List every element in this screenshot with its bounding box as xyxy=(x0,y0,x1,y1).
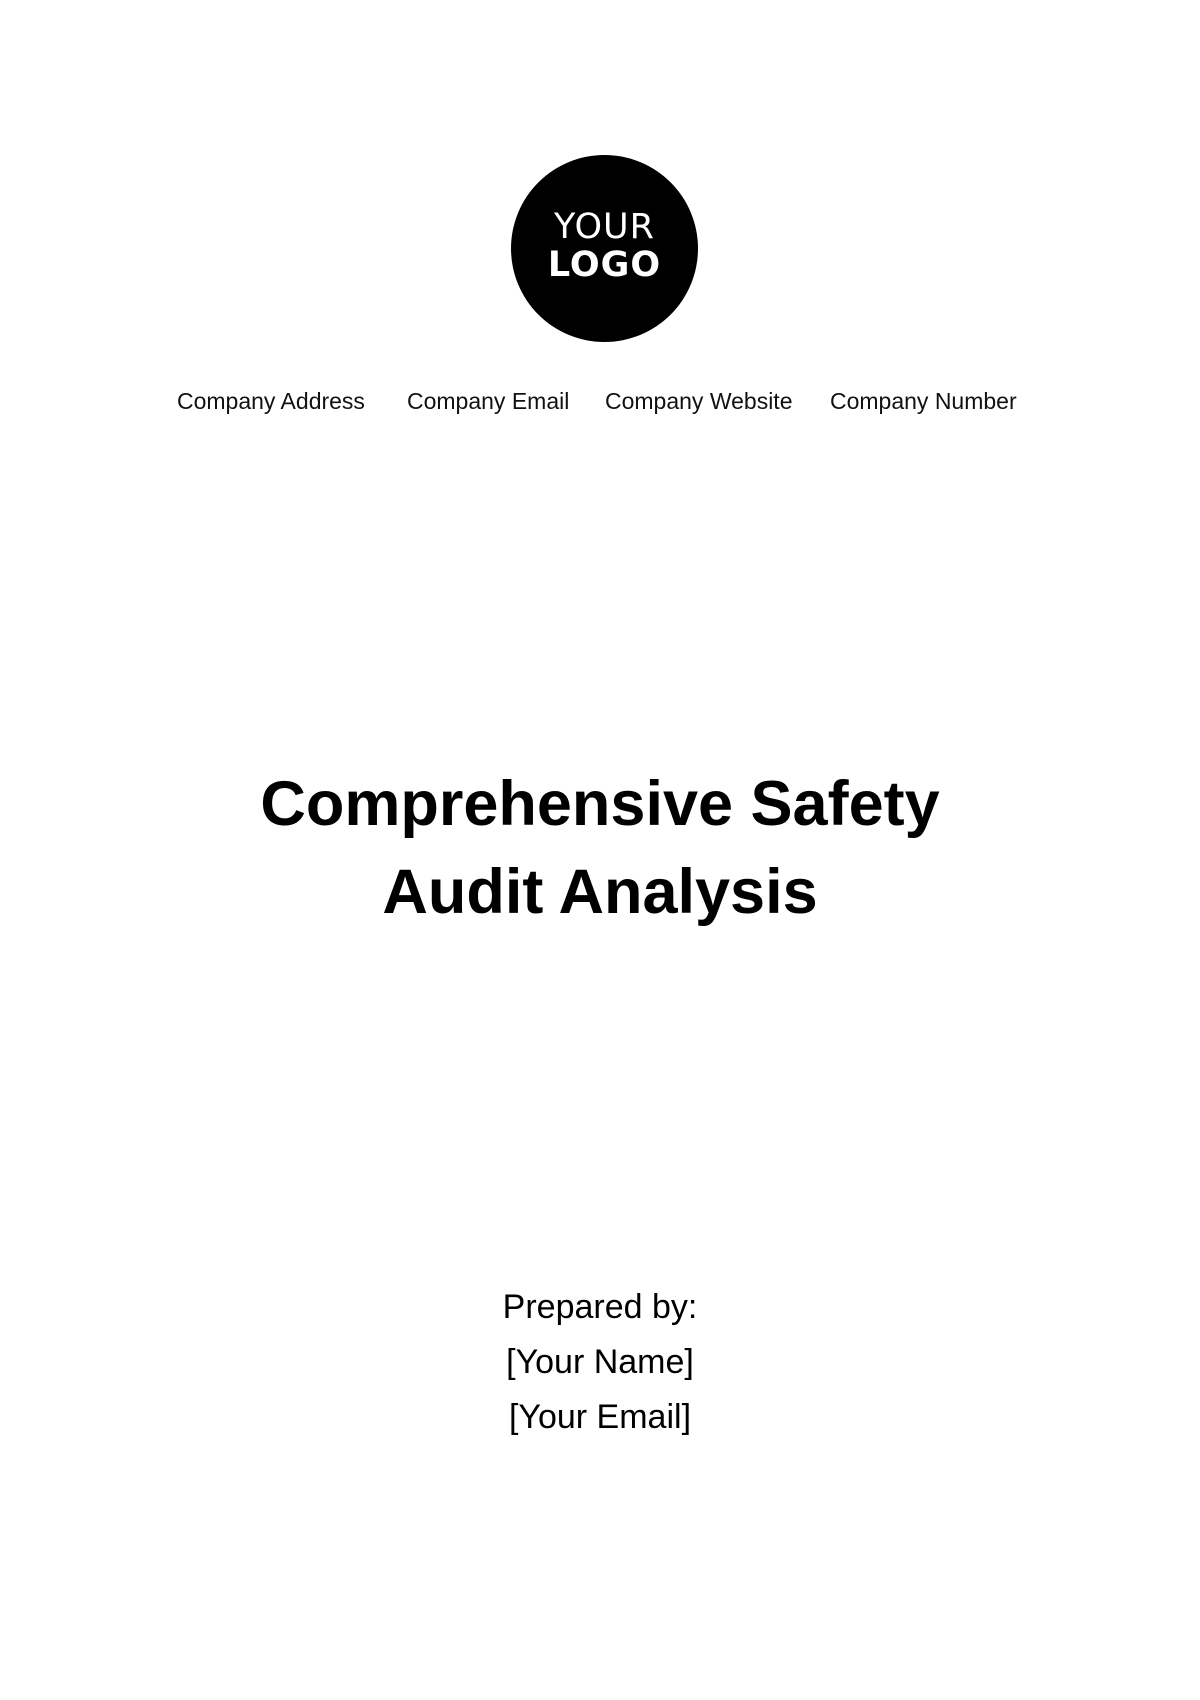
preparer-name: [Your Name] xyxy=(506,1343,694,1381)
company-contact-row xyxy=(0,386,1200,416)
document-title xyxy=(0,760,1200,936)
company-address: Company Address xyxy=(177,388,365,414)
document-title-line-1: Comprehensive Safety xyxy=(260,769,940,839)
preparer-email: [Your Email] xyxy=(508,1398,692,1436)
company-email: Company Email xyxy=(407,388,570,414)
company-number: Company Number xyxy=(830,388,1017,414)
logo-text-your: YOUR xyxy=(554,207,655,247)
company-website: Company Website xyxy=(605,388,793,414)
prepared-by-label: Prepared by: xyxy=(502,1288,698,1326)
logo-text-logo: LOGO xyxy=(547,245,662,285)
document-title-line-2: Audit Analysis xyxy=(382,857,818,927)
prepared-by-block xyxy=(0,1280,1200,1445)
company-logo xyxy=(511,155,698,342)
